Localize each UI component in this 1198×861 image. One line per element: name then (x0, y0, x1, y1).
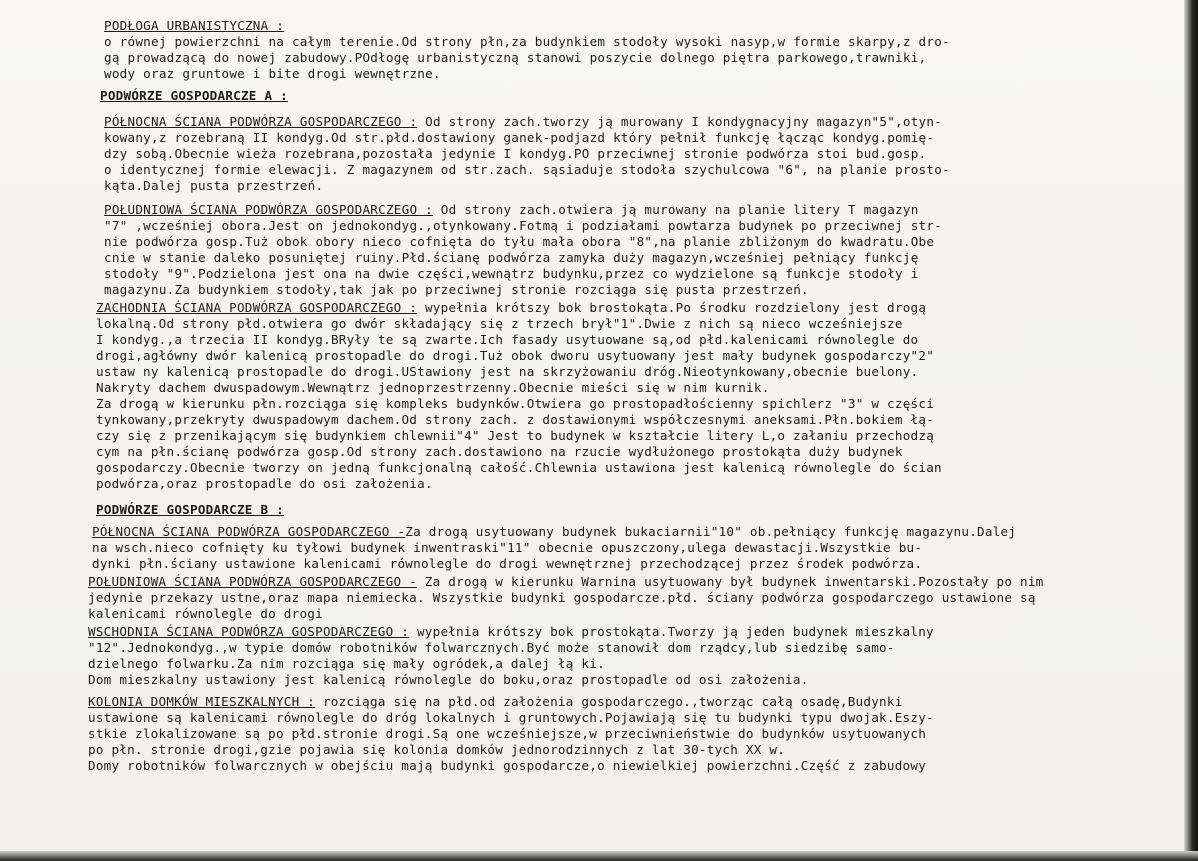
section-heading: PÓŁNOCNA ŚCIANA PODWÓRZA GOSPODARCZEGO : (104, 114, 418, 129)
section-east-wall-b (88, 624, 1118, 688)
text-line: Domy robotników folwarcznych w obejściu mają budynki gospodarcze,o niewielkiej powierzchni.Część z zabudowy (88, 758, 927, 773)
text-line: rozciąga się na płd.od założenia gospodarczego.,tworząc całą osadę,Budynki (315, 694, 903, 709)
section-north-wall-b (88, 524, 1118, 572)
section-housing-colony (88, 694, 1118, 774)
scan-edge-bottom (0, 851, 1198, 861)
section-urban-floor (88, 18, 1118, 82)
section-heading: WSCHODNIA ŚCIANA PODWÓRZA GOSPODARCZEGO : (88, 624, 410, 639)
text-line: Za drogą usytuowany budynek bukaciarnii"10" ob.pełniący funkcję magazynu.Dalej (405, 524, 1017, 539)
text-line: podwórza,oraz prostopadle do osi założenia. (96, 476, 433, 491)
section-heading: POŁUDNIOWA ŚCIANA PODWÓRZA GOSPODARCZEGO - (88, 574, 417, 589)
section-heading: PÓŁNOCNA ŚCIANA PODWÓRZA GOSPODARCZEGO - (92, 524, 406, 539)
text-line: Dom mieszkalny ustawiony jest kalenicą równolegle do boku,oraz prostopadle od osi założenia. (88, 672, 809, 687)
text-line: na wsch.nieco cofnięty ku tyłowi budynek inwentraski"11" obecnie opuszczony,ulega dewastacji.Wszystkie bu- (92, 540, 923, 555)
section-west-wall-a (88, 300, 1118, 492)
heading-courtyard-a: PODWÓRZE GOSPODARCZE A : (100, 88, 288, 103)
text-line: wypełnia krótszy bok prostokąta.Tworzy ją jeden budynek mieszkalny (409, 624, 934, 639)
text-line: nie podwórza gosp.Tuż obok obory nieco cofnięta do tyłu mała obora "8",na planie zbliżonym do kwadratu.Obe (104, 234, 935, 249)
text-line: gą prowadzącą do nowej zabudowy.POdłogę urbanistyczną stanowi poszycie dolnego piętra parkowego,trawniki, (104, 50, 927, 65)
text-line: Za drogą w kierunku płn.rozciąga się kompleks budynków.Otwiera go prostopadłościenny spichlerz "3" w części (96, 396, 935, 411)
text-line: gospodarczy.Obecnie tworzy on jedną funkcjonalną całość.Chlewnia ustawiona jest kalenicą równolegle do ścian (96, 460, 942, 475)
section-heading: PODŁOGA URBANISTYCZNA : (104, 18, 285, 33)
text-line: stkie zlokalizowane są po płd.stronie drogi.Są one wcześniejsze,w przeciwnieństwie do budynków usytuowanych (88, 726, 927, 741)
text-line: wody oraz gruntowe i bite drogi wewnętrzne. (104, 66, 441, 81)
text-line: jedynie przekazy ustne,oraz mapa niemiecka. Wszystkie budynki gospodarcze.płd. ściany podwórza gospodarczego ustawione są (88, 590, 1036, 605)
text-line: ustawione są kalenicami równolegle do dróg lokalnych i gruntowych.Pojawiają się tu budynki typu dwojak.Eszy- (88, 710, 934, 725)
text-line: magazynu.Za budynkiem stodoły,tak jak po przeciwnej stronie rozciąga się pusta przestrzeń. (104, 282, 809, 297)
text-line: cnie w stanie daleko posuniętej ruiny.Płd.ścianę podwórza zamyka duży magazyn,wcześniej pełniący funkcję (104, 250, 919, 265)
text-line: dzielnego folwarku.Za nim rozciąga się mały ogródek,a dalej łą ki. (88, 656, 605, 671)
text-line: po płn. stronie drogi,gzie pojawia się kolonia domków jednorodzinnych z lat 30-tych XX w. (88, 742, 786, 757)
section-south-wall-a (88, 202, 1118, 298)
text-line: tynkowany,przekryty dwuspadowym dachem.Od strony zach. z dostawionymi współczesnymi aneksami.Płn.bokiem łą- (96, 412, 935, 427)
text-line: o równej powierzchni na całym terenie.Od strony płn,za budynkiem stodoły wysoki nasyp,w formie skarpy,z dro- (104, 34, 950, 49)
section-heading: POŁUDNIOWA ŚCIANA PODWÓRZA GOSPODARCZEGO : (104, 202, 433, 217)
section-heading: ZACHODNIA ŚCIANA PODWÓRZA GOSPODARCZEGO : (96, 300, 418, 315)
text-line: wypełnia krótszy bok brostokąta.Po środku rozdzielony jest drogą (417, 300, 927, 315)
text-line: Od strony zach.tworzy ją murowany I kondygnacyjny magazyn"5",otyn- (417, 114, 943, 129)
text-line: ustaw ny kalenicą prostopadle do drogi.UStawiony jest na skrzyżowaniu dróg.Nieotynkowany,obecnie buelony. (96, 364, 919, 379)
text-line: dynki płn.ściany ustawione kalenicami równolegle do drogi wewnętrznej przechodzącej przez środek podwórza. (92, 556, 923, 571)
text-line: Nakryty dachem dwuspadowym.Wewnątrz jednoprzestrzenny.Obecnie mieści się w nim kurnik. (96, 380, 770, 395)
section-heading: KOLONIA DOMKÓW MIESZKALNYCH : (88, 694, 316, 709)
section-north-wall-a (88, 114, 1118, 194)
text-line: cym na płn.ścianę podwórza gosp.Od strony zach.dostawiono na rzucie wydłużonego prostokąta duży budynek (96, 444, 903, 459)
text-line: kalenicami równolegle do drogi (88, 606, 323, 621)
text-line: Od strony zach.otwiera ją murowany na planie litery T magazyn (432, 202, 919, 217)
text-line: lokalną.Od strony płd.otwiera go dwór składający się z trzech brył"1".Dwie z nich są nieco wcześniejsze (96, 316, 903, 331)
text-line: czy się z przenikającym się budynkiem chlewnii"4" Jest to budynek w kształcie litery L,o załaniu przechodzą (96, 428, 935, 443)
text-line: o identycznej formie elewacji. Z magazynem od str.zach. sąsiaduje stodoła szychulcowa "6", na planie prosto- (104, 162, 950, 177)
section-south-wall-b (88, 574, 1118, 622)
text-line: "7" ,wcześniej obora.Jest on jednokondyg.,otynkowany.Fotmą i podziałami powtarza budynek po przeciwnej str- (104, 218, 943, 233)
heading-courtyard-b: PODWÓRZE GOSPODARCZE B : (96, 502, 284, 517)
text-line: Za drogą w kierunku Warnina usytuowany był budynek inwentarski.Pozostały po nim (416, 574, 1044, 589)
document-body (88, 18, 1118, 782)
text-line: kąta.Dalej pusta przestrzeń. (104, 178, 324, 193)
scan-edge-right (1184, 0, 1198, 861)
text-line: dzy sobą.Obecnie wieża rozebrana,pozostała jedynie I kondyg.PO przeciwnej stronie podwórza stoi bud.gosp. (104, 146, 927, 161)
text-line: I kondyg.,a trzecia II kondyg.BRyły te są zwarte.Ich fasady usytuowane są,od płd.kalenicami równolegle do (96, 332, 919, 347)
text-line: kowany,z rozebraną II kondyg.Od str.płd.dostawiony ganek-podjazd który pełnił funkcję łącząc kondyg.pomię- (104, 130, 935, 145)
text-line: stodoły "9".Podzielona jest ona na dwie części,wewnątrz budynku,przez co wydzielone są funkcje stodoły i (104, 266, 919, 281)
text-line: "12".Jednokondyg.,w typie domów robotników folwarcznych.Być może stanowił dom rządcy,lub siedzibę samo- (88, 640, 895, 655)
text-line: drogi,agłówny dwór kalenicą prostopadle do drogi.Tuż obok dworu usytuowany jest mały budynek gospodarczy"2" (96, 348, 935, 363)
